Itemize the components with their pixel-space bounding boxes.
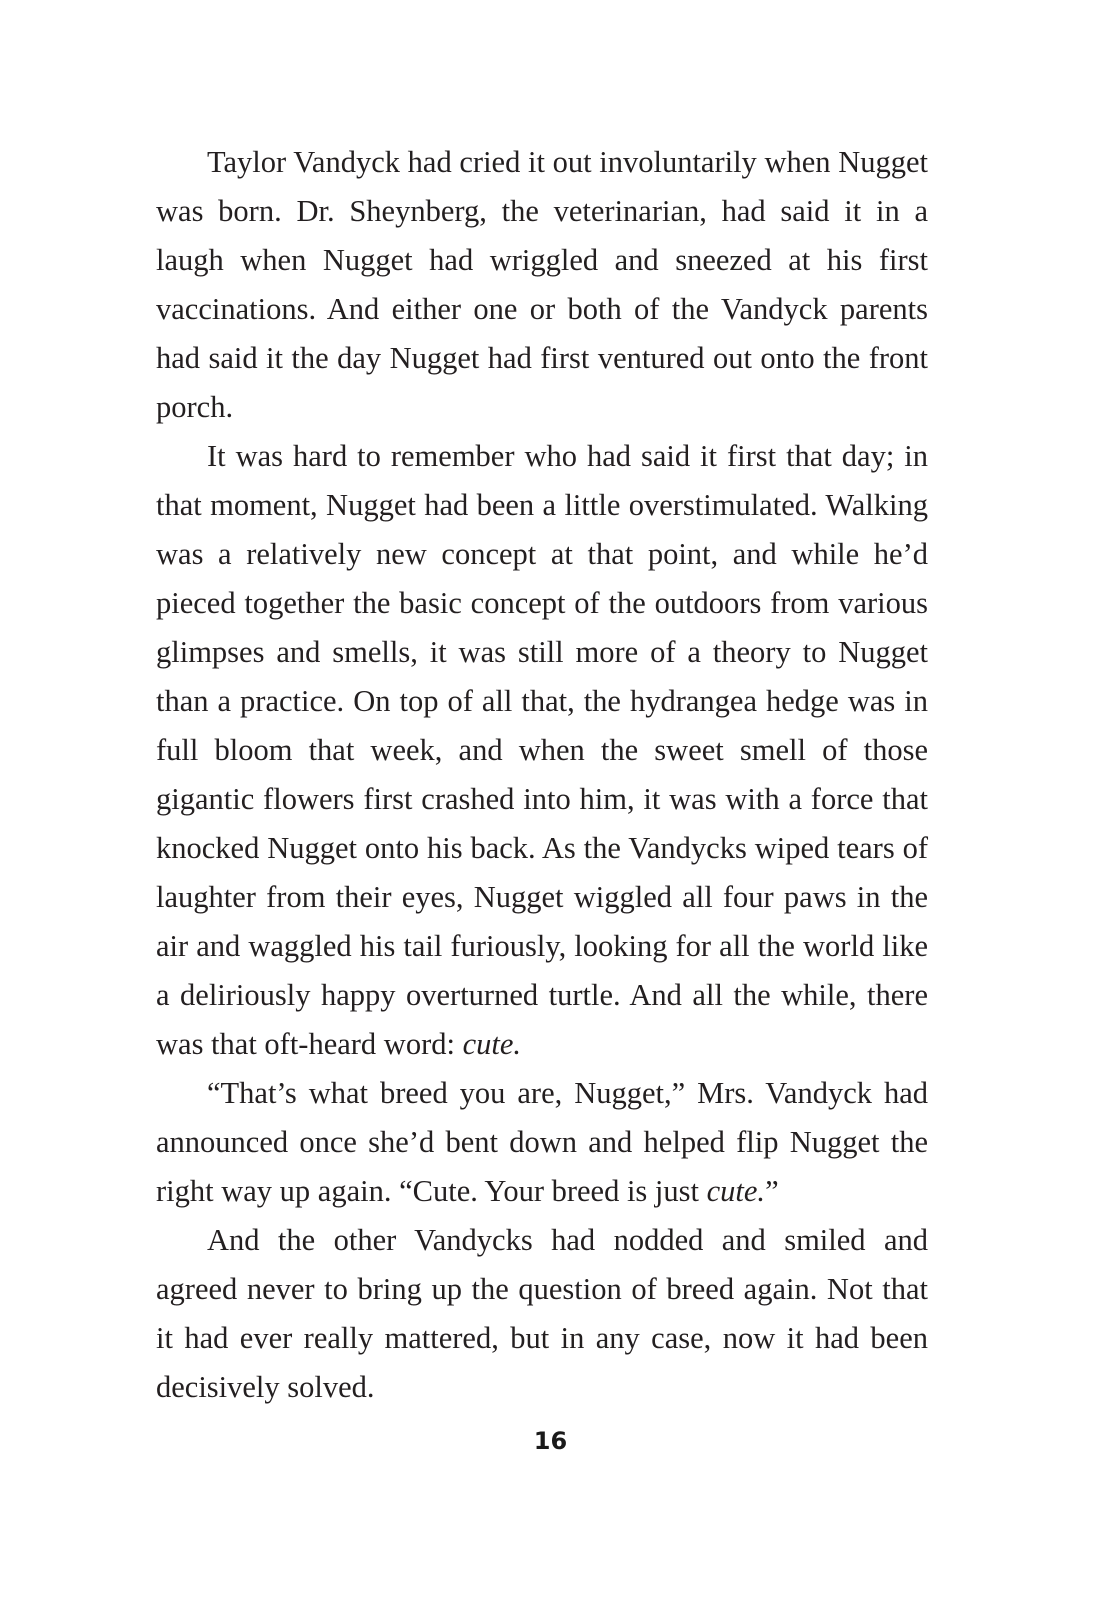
paragraph-3-text: “That’s what breed you are, Nugget,” Mrs. Vandyck had announced once she’d bent down and helped flip Nugget the right way up again. “Cute. Your breed is just <box>156 1076 928 1208</box>
paragraph-4-text: And the other Vandycks had nodded and smiled and agreed never to bring up the question of breed again. Not that it had ever really mattered, but in any case, now it had been decisively solved. <box>156 1223 928 1404</box>
paragraph-2-text: It was hard to remember who had said it first that day; in that moment, Nugget had been a little overstimulated. Walking was a relatively new concept at that point, and while he’d pieced together the basic concept of the outdoors from various glimpses and smells, it was still more of a theory to Nugget than a practice. On top of all that, the hydrangea hedge was in full bloom that week, and when the sweet smell of those gigantic flowers first crashed into him, it was with a force that knocked Nugget onto his back. As the Vandycks wiped tears of laughter from their eyes, Nugget wiggled all four paws in the air and waggled his tail furiously, looking for all the world like a deliriously happy overturned turtle. And all the while, there was that oft-heard word: <box>156 439 928 1061</box>
paragraph-2-italic-word: cute. <box>462 1027 522 1061</box>
paragraph-2 <box>156 432 928 1069</box>
paragraph-1 <box>156 138 928 432</box>
body-text <box>156 138 928 1412</box>
paragraph-3-closing-quote: ” <box>765 1174 779 1208</box>
paragraph-4 <box>156 1216 928 1412</box>
page-number: 16 <box>533 1427 568 1455</box>
paragraph-3 <box>156 1069 928 1216</box>
paragraph-1-text: Taylor Vandyck had cried it out involuntarily when Nugget was born. Dr. Sheynberg, the veterinarian, had said it in a laugh when Nugget had wriggled and sneezed at his first vaccinations. And either one or both of the Vandyck parents had said it the day Nugget had first ventured out onto the front porch. <box>156 145 928 424</box>
paragraph-3-italic-word: cute. <box>706 1174 766 1208</box>
